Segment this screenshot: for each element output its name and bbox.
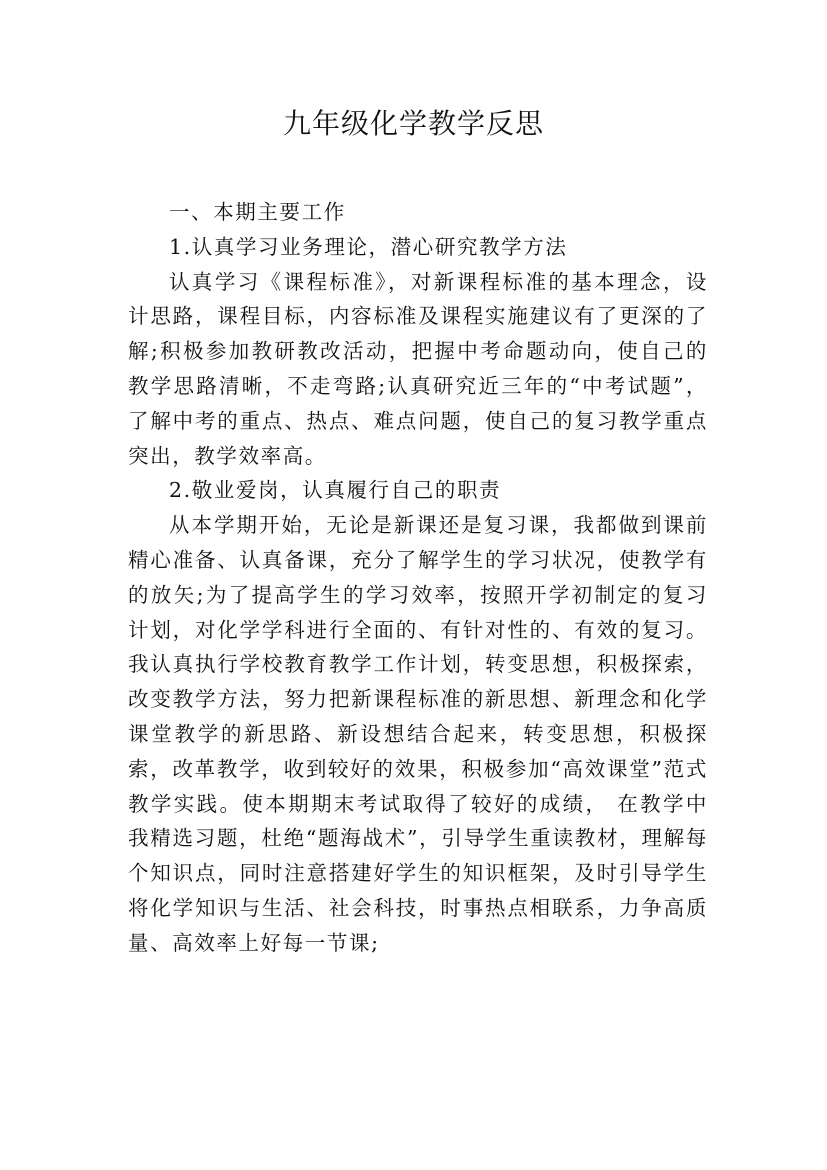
- document-title: 九年级化学教学反思: [282, 107, 544, 140]
- section-heading-main-work: 一、本期主要工作: [169, 200, 346, 224]
- subheading-dedication: 2.敬业爱岗，认真履行自己的职责: [169, 478, 502, 503]
- document-body: [128, 195, 708, 961]
- paragraph-study-theory: 认真学习《课程标准》，对新课程标准的基本理念，设计思路，课程目标，内容标准及课程实施建议有了更深的了解;积极参加教研教改活动，把握中考命题动向，使自己的教学思路清晰，不走弯路;认真研究近三年的“中考试题”，了解中考的重点、热点、难点问题，使自己的复习教学重点突出，教学效率高。: [128, 269, 708, 468]
- paragraph-dedication: 从本学期开始，无论是新课还是复习课，我都做到课前精心准备、认真备课，充分了解学生的学习状况，使教学有的放矢;为了提高学生的学习效率，按照开学初制定的复习计划，对化学学科进行全面的、有针对性的、有效的复习。我认真执行学校教育教学工作计划，转变思想，积极探索，改变教学方法，努力把新课程标准的新思想、新理念和化学课堂教学的新思路、新设想结合起来，转变思想，积极探索，改革教学，收到较好的效果，积极参加“高效课堂”范式教学实践。使本期期末考试取得了较好的成绩， 在教学中我精选习题，杜绝“题海战术”，引导学生重读教材，理解每个知识点，同时注意搭建好学生的知识框架，及时引导学生将化学知识与生活、社会科技，时事热点相联系，力争高质量、高效率上好每一节课;: [128, 513, 708, 955]
- subheading-study-theory: 1.认真学习业务理论，潜心研究教学方法: [169, 234, 568, 259]
